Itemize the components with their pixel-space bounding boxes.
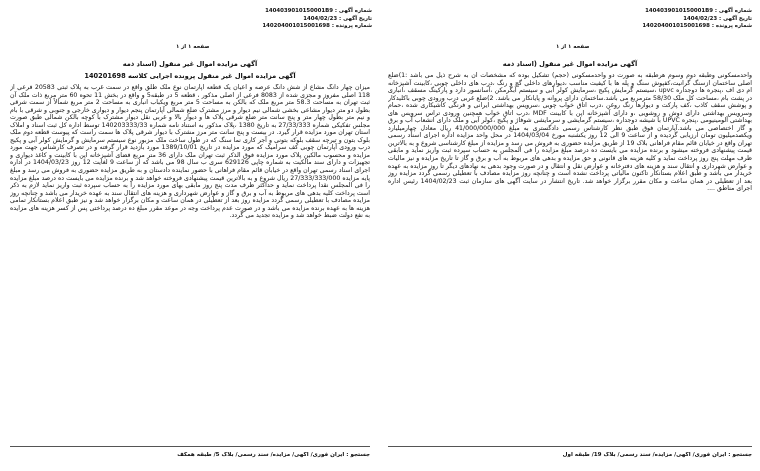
file-number-label: شماره پرونده : [331,23,372,30]
file-number: 140204001015001698 [642,23,710,30]
ad-date-label: تاریخ آگهی : [719,15,752,22]
ad-date-label: تاریخ آگهی : [339,15,372,22]
file-number: 140204001015001698 [262,23,330,30]
ad-number-label: شماره آگهی : [334,8,372,14]
ad-number: 1404039010150001B9 [265,8,333,14]
notice-title: آگهی مزایده اموال غیر منقول (اسناد ذمه [502,60,638,68]
file-number-row [262,23,372,31]
notice-body: میزان چهار دانگ مشاع از شش دانگ عرصه و اعیان یک قطعه آپارتمان نوع ملک طلق واقع در سمت غرب به پلاک ثبتی 20583 فرعی از 118 اصلی مفروز و مجزی شده از 8083 فرعی از اصلی مذکور ، قطعه 5 در طبقه5 و واقع در بخش 11 تحوه 60 متر مربع ذات ملک آن ثبت تهران به مساحت 58.3 متر مربع ملک که بالکن به مساحت 5 متر مربع ویکباب انباری به مساحت 2 متر مربع شمالاً از سمت شرقی بطول دو متر دیوار مشاعی بخشی شمالی نیم دیوار و مرز مشترک ضلع شمالی آپارتمان پنجم دیوار و دیواری خارجی و جنوبی و شرقی با بام و نیم متر بطول چهار متر و پنج سانت متر ضلع شرقی پلاک ها و دیوار بالا و غربی نقل دیوار مشترک با کوچه بالکن شمالی طبق صورت مجلس تفکیکی شماره 27/33/333 به تاریخ 1380 ،پلاک مذکور به استناد نامه شماره 140203333/33 توسط اداره کل ثبت اسناد و املاک استان تهران مورد مزایده قرار گیرد. در بیست و پنج سانت متر مرز مشترک با دیوار شرقی پلاک ها سمت راست که پیوست قطعه دوم ملک بلوک بتون و تیرچه سقف بلوکه بتونی و آجر کاری نما سنگ که در طول ساخت ملک مزبور نوع سیستم سرمایش و گرمایش کولر آبی و پکیج درب ورودی آپارتمان چوبی کف سرامیک که مورد مزایده در تاریخ 1389/10/01 مورد بازدید قرار گرفته و در تصرف کارشناس جهت مورد مزایده و محسوب مالکین پلاک مورد مزایده فوق الذکر ثبت تهران ملک دارای 36 متر مربع فضای آشپزخانه اپن با کابینت و کاغذ دیواری و تجهیزات و دارای سند مالکیت به شماره چاپی 629126 سری ب سال 98 می باشد که از ساعت 9 لغایت 12 روز 1404/03/23 در اداره اجرای اسناد رسمی تهران واقع در خیابان قائم مقام فراهانی با حضور نماینده دادستان و به طریق مزایده حضوری به فروش می رسد و مبلغ پایه مزایده 27/333/333/000 ریال شروع و به بالاترین قیمت پیشنهادی فروخته خواهد شد و برنده مزایده می بایست ده درصد مبلغ مزایده را فی المجلس نقدا پرداخت نماید و حداکثر ظرف مدت پنج روز مابقی بهای مورد مزایده را به حساب سپرده ثبت واریز نماید لازم به ذکر است پرداخت کلیه بدهی های مربوط به آب و برق و گاز و عوارض شهرداری و هزینه های انتقال سند به عهده خریدار می باشد و چنانچه روز مزایده مصادف با تعطیلی رسمی گردد مزایده روز بعد از تعطیلی در همان ساعت و مکان برگزار خواهد شد و نیز طبق اعلام بستانکار تمامی هزینه ها به عهده برنده مزایده می باشد و در صورت عدم پرداخت وجه در موعد مقرر مبلغ ده درصد پرداختی پس از کسر هزینه های مزایده به نفع دولت ضبط خواهد شد و مزایده تجدید می گردد. [10,84,370,220]
left-notice-meta [262,8,372,31]
notice-footer: جستجو : ایران فوری/ آگهی/ مزایده/ سند رسمی/ بلاک 19/ طبقه اول [562,452,752,458]
right-notice-meta [642,8,752,31]
ad-number-row [642,8,752,16]
notice-title: آگهی مزایده اموال غیر منقول (اسناد ذمه [122,60,258,68]
footer-divider [10,446,370,447]
right-notice [380,0,760,471]
ad-number-row [262,8,372,16]
page-number: صفحه ۱ از ۱ [176,44,210,50]
ad-date-row [262,16,372,24]
file-number-row [642,23,752,31]
ad-number-label: شماره آگهی : [714,8,752,14]
ad-number: 1404039010150001B9 [645,8,713,14]
notice-subtitle: آگهی مزایده اموال غیر منقول پرونده اجرایی کلاسه 140201698 [84,72,296,80]
ad-date-row [642,16,752,24]
notice-footer: جستجو : ایران فوری/ آگهی/ مزایده/ سند رسمی/ بلاک 5/ طبقه همکف [177,452,370,458]
footer-divider [388,446,752,447]
file-number-label: شماره پرونده : [711,23,752,30]
notice-body: واحدمسکونی وطبقه دوم وسوم هرطبقه به صورت دو واحدمسکونی (حجم) تشکیل بوده که مشخصات آن به شرح ذیل می باشد :1)ضلع اصلی ساختمان ازسنگ گرانیت،کفپوش سنگ و پله ها با کیفیت مناسب ،دیوارهای داخلی گچ و رنگ ،درب های داخلی چوبی ،کابینت آشپزخانه ام دی اف ،پنجره ها دوجداره upvc ،سیستم گرمایش پکیج ،سرمایش کولر آبی و سیستم آبگرمکن ،آسانسور دارد و پارکینگ مسقف ،انباری در پشت بام ،مساحت کل ملک 58/30 مترمربع می باشد.ساختمان دارای پروانه و پایانکار می باشد. 2)ضلع غربی درب ورودی چوبی باکلیدکار و پوشش سقف کاذب ،کف پارکت و دیوارها رنگ روغن ،درب اتاق خواب چوبی ،سرویس بهداشتی ایرانی و فرنگی کاشیکاری شده ،حمام وسرویس بهداشتی دارای دوش و روشویی ،و دارای آشپزخانه اپن با کابینت MDF ،درب اتاق خواب همچنین ورودی تراس سرویس های بهداشتی آلومینیومی ،پنجره UPVC با شیشه دوجداره ،سیستم گرمایشی و سرمایشی شوفاژ و پکیج ،کولر آبی و ملک دارای انشعاب آب و برق و گاز اختصاصی می باشد.آپارتمان فوق طبق نظر کارشناس رسمی دادگستری به مبلغ 41/000/000/000 ریال معادل چهارمیلیارد ویکصدمیلیون تومان ارزیابی گردیده و از ساعت 9 الی 12 روز یکشنبه مورخ 1404/03/04 در محل واحد مزایده اداره اجرای اسناد رسمی تهران واقع در خیابان قائم مقام فراهانی بلاک 19 از طریق مزایده حضوری به فروش می رسد و مزایده از مبلغ کارشناسی شروع و به بالاترین قیمت پیشنهادی فروخته میشود و برنده مزایده می بایست ده درصد مبلغ مزایده را فی المجلس به حساب سپرده ثبت واریز نماید و مابقی ظرف مهلت پنج روز پرداخت نماید و کلیه هزینه های قانونی و حق مزایده و بدهی های مربوط به آب و برق و گاز تا تاریخ مزایده و نیز مالیات و عوارض شهرداری و انتقال سند و هزینه های دفترخانه و عوارض نقل و انتقال و در صورت وجود بدهی به نهادهای دیگر تا روز مزایده به عهده خریدار می باشد و طبق اعلام بستانکار تاکنون مالیاتی پرداخت نشده است و چنانچه روز مزایده مصادف با تعطیلی رسمی گردد مزایده روز بعد از تعطیلی در همان ساعت و مکان مقرر برگزار خواهد شد. تاریخ انتشار در سایت آگهی های سازمان ثبت 1404/02/23 رئیس اداره اجرای مناطق .... [388,72,752,193]
ad-date: 1404/02/23 [683,15,718,22]
ad-date: 1404/02/23 [303,15,338,22]
page-number: صفحه ۱ از ۱ [556,44,590,50]
